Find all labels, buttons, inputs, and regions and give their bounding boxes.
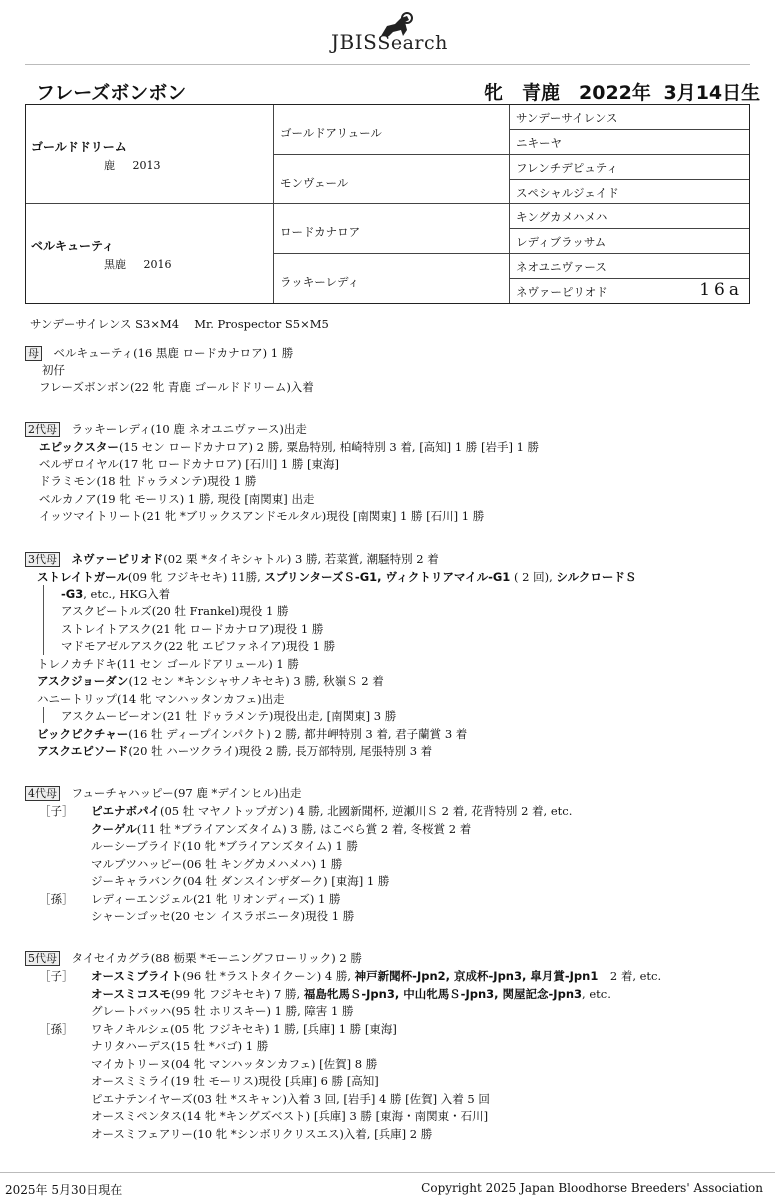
list-item: -G3, etc., HKG入着 [61,587,171,601]
jbis-logo[interactable] [325,12,465,54]
child-label: ［子］ [39,804,74,818]
footer-copyright: Copyright 2025 Japan Bloodhorse Breeders' Association [421,1181,763,1195]
section-tag: 4代母 [25,786,60,801]
dam-heading: 母 ベルキューティ(16 黒鹿 ロードカナロア) 1 勝 [25,345,293,361]
pedigree-dam-cell [26,204,274,303]
list-item: レディーエンジェル(21 牝 リオンディーズ) 1 勝 [91,892,341,906]
g4-heading: 4代母 フューチャハッピー(97 鹿 *デインヒル)出走 [25,785,301,801]
pedigree-sire-cell [26,105,274,204]
pedigree-g3-cell: スペシャルジェイド [510,180,749,204]
list-item: マドモアゼルアスク(22 牝 エピファネイア)現役 1 勝 [61,639,336,653]
pedigree-g3-cell: キングカメハメハ [510,204,749,229]
list-item: ビックピクチャー(16 牡 ディープインパクト) 2 勝, 都井岬特別 3 着, 君子蘭賞 3 着 [37,727,468,741]
list-item: イッツマイトリート(21 牝 *ブリックスアンドモルタル)現役 [南関東] 1 勝 [石川] 1 勝 [39,509,485,523]
section-tag: 母 [25,346,42,361]
list-item: トレノカチドキ(11 セン ゴールドアリュール) 1 勝 [37,657,299,671]
horse-info: 牝 青鹿 2022年 3月14日生 [484,82,761,104]
list-item: ジーキャラバンク(04 牡 ダンスインザダーク) [東海] 1 勝 [91,874,390,888]
section-tag: 5代母 [25,951,60,966]
list-item: ベルカノア(19 牝 モーリス) 1 勝, 現役 [南関東] 出走 [39,492,315,506]
pedigree-g2-cell: ロードカナロア [274,204,510,254]
dam-name[interactable]: ベルキューティ [31,239,115,253]
g3-heading: 3代母 ネヴァーピリオド(02 栗 *タイキシャトル) 3 勝, 若菜賞, 潮騒特別 2 着 [25,551,439,567]
list-item: マイカトリーヌ(04 牝 マンハッタンカフェ) [佐賀] 8 勝 [91,1057,378,1071]
list-item: ストレイトガール(09 牝 フジキセキ) 11勝, スプリンターズＳ-G1, ヴィクトリアマイル-G1 ( 2 回), シルクロードＳ [37,570,637,584]
pedigree-g3-cell: レディブラッサム [510,229,749,254]
list-item: オースミコスモ(99 牝 フジキセキ) 7 勝, 福島牝馬Ｓ-Jpn3, 中山牝馬Ｓ-Jpn3, 関屋記念-Jpn3, etc. [91,987,611,1001]
pedigree-g2-cell: ゴールドアリュール [274,105,510,155]
list-item: ナリタハーデス(15 牡 *バゴ) 1 勝 [91,1039,269,1053]
sire-name[interactable]: ゴールドドリーム [31,140,127,154]
pedigree-g2-cell: モンヴェール [274,155,510,204]
inbreeding-line: サンデーサイレンス S3×M4 Mr. Prospector S5×M5 [30,317,329,331]
list-item: 初仔 [42,363,65,377]
horse-name: フレーズボンボン [36,82,187,104]
list-item: クーゲル(11 牡 *ブライアンズタイム) 3 勝, はこべら賞 2 着, 冬桜賞 2 着 [91,822,472,836]
pedigree-table [25,104,750,304]
grandchild-label: ［孫］ [39,1022,74,1036]
family-number: 16a [699,280,743,300]
header-divider [25,64,750,65]
list-item: オースミフェアリー(10 牝 *シンボリクリスエス)入着, [兵庫] 2 勝 [91,1127,433,1141]
list-item: オースミペンタス(14 牝 *キングズベスト) [兵庫] 3 勝 [東海・南関東・石川] [91,1109,489,1123]
pedigree-g3-cell: ネヴァーピリオド 16a [516,280,743,300]
list-item: ワキノキルシェ(05 牝 フジキセキ) 1 勝, [兵庫] 1 勝 [東海] [91,1022,397,1036]
tree-line [43,585,44,655]
grandchild-label: ［孫］ [39,892,74,906]
pedigree-g2-cell: ラッキーレディ [274,254,510,303]
logo-text: JBISSearch [331,30,448,54]
list-item: ベルザロイヤル(17 牝 ロードカナロア) [石川] 1 勝 [東海] [39,457,339,471]
list-item: ピエナテンイヤーズ(03 牡 *スキャン)入着 3 回, [岩手] 4 勝 [佐賀] 入着 5 回 [91,1092,490,1106]
section-tag: 2代母 [25,422,60,437]
g2-heading: 2代母 ラッキーレディ(10 鹿 ネオユニヴァース)出走 [25,421,307,437]
list-item: ドラミモン(18 牡 ドゥラメンテ)現役 1 勝 [39,474,257,488]
list-item: グレートバッハ(95 牡 ホリスキー) 1 勝, 障害 1 勝 [91,1004,354,1018]
list-item: マルブツハッピー(06 牡 キングカメハメハ) 1 勝 [91,857,343,871]
footer-date: 2025年 5月30日現在 [5,1183,123,1197]
list-item: アスクジョーダン(12 セン *キンシャサノキセキ) 3 勝, 秋嶺Ｓ 2 着 [37,674,384,688]
list-item: ピエナボパイ(05 牡 マヤノトップガン) 4 勝, 北國新聞杯, 逆瀬川Ｓ 2 着, 花背特別 2 着, etc. [91,804,573,818]
g5-heading: 5代母 タイセイカグラ(88 栃栗 *モーニングフローリック) 2 勝 [25,950,362,966]
tree-line [43,707,44,723]
list-item: アスクエピソード(20 牡 ハーツクライ)現役 2 勝, 長万部特別, 尾張特別 3 着 [37,744,433,758]
list-item: ストレイトアスク(21 牝 ロードカナロア)現役 1 勝 [61,622,324,636]
pedigree-g3-cell: ニキーヤ [510,130,749,155]
list-item: オースミブライト(96 牡 *ラストタイクーン) 4 勝, 神戸新聞杯-Jpn2, 京成杯-Jpn3, 皐月賞-Jpn1 2 着, etc. [91,969,662,983]
sire-details: 鹿 2013 [104,159,161,172]
list-item: エピックスター(15 セン ロードカナロア) 2 勝, 粟島特別, 柏崎特別 3 着, [高知] 1 勝 [岩手] 1 勝 [39,440,540,454]
child-label: ［子］ [39,969,74,983]
list-item: オースミミライ(19 牡 モーリス)現役 [兵庫] 6 勝 [高知] [91,1074,379,1088]
section-tag: 3代母 [25,552,60,567]
list-item: シャーンゴッセ(20 セン イスラボニータ)現役 1 勝 [91,909,355,923]
list-item: フレーズボンボン(22 牝 青鹿 ゴールドドリーム)入着 [39,380,314,394]
pedigree-g3-cell: フレンチデピュティ [510,155,749,180]
pedigree-g3-cell: ネオユニヴァース [510,254,749,279]
list-item: アスクムービーオン(21 牡 ドゥラメンテ)現役出走, [南関東] 3 勝 [61,709,397,723]
list-item: アスクビートルズ(20 牡 Frankel)現役 1 勝 [61,604,289,618]
list-item: ルーシーブライド(10 牝 *ブライアンズタイム) 1 勝 [91,839,358,853]
list-item: ハニートリップ(14 牝 マンハッタンカフェ)出走 [37,692,285,706]
pedigree-g3-cell: サンデーサイレンス [510,105,749,130]
footer-divider [0,1172,775,1173]
dam-details: 黒鹿 2016 [104,258,172,271]
